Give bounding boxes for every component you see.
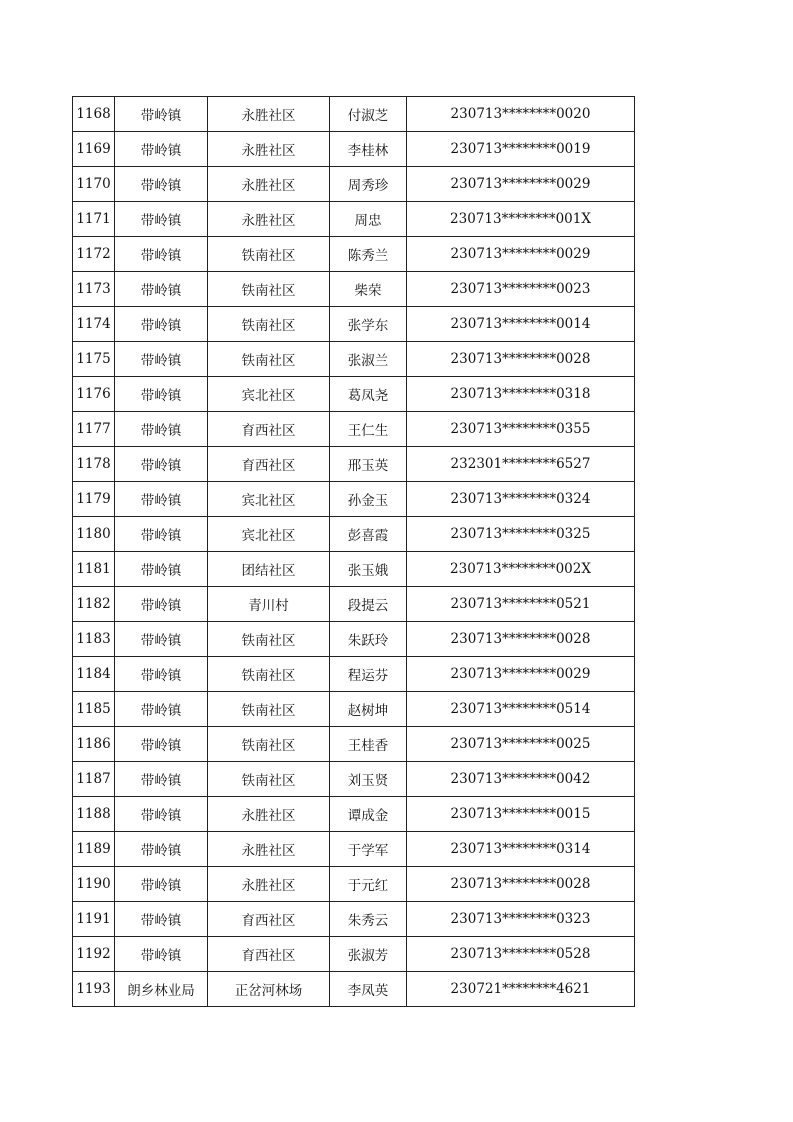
row-number-cell: 1191: [73, 902, 115, 937]
id-number-cell: 230713********0323: [407, 902, 635, 937]
table-row: [73, 692, 635, 727]
name-cell: 周秀珍: [330, 167, 407, 202]
community-cell: 永胜社区: [208, 867, 330, 902]
table-row: [73, 237, 635, 272]
table-row: [73, 307, 635, 342]
community-cell: 青川村: [208, 587, 330, 622]
name-cell: 于元红: [330, 867, 407, 902]
id-number-cell: 230713********0355: [407, 412, 635, 447]
town-cell: 带岭镇: [115, 412, 208, 447]
town-cell: 带岭镇: [115, 272, 208, 307]
name-cell: 葛凤尧: [330, 377, 407, 412]
id-number-cell: 230713********0318: [407, 377, 635, 412]
name-cell: 张学东: [330, 307, 407, 342]
table-row: [73, 902, 635, 937]
row-number-cell: 1187: [73, 762, 115, 797]
name-cell: 李凤英: [330, 972, 407, 1007]
id-number-cell: 230713********0324: [407, 482, 635, 517]
table-row: [73, 762, 635, 797]
name-cell: 王仁生: [330, 412, 407, 447]
name-cell: 李桂林: [330, 132, 407, 167]
row-number-cell: 1177: [73, 412, 115, 447]
town-cell: 带岭镇: [115, 762, 208, 797]
name-cell: 孙金玉: [330, 482, 407, 517]
row-number-cell: 1188: [73, 797, 115, 832]
community-cell: 铁南社区: [208, 237, 330, 272]
town-cell: 带岭镇: [115, 342, 208, 377]
town-cell: 带岭镇: [115, 587, 208, 622]
table-row: [73, 552, 635, 587]
town-cell: 带岭镇: [115, 692, 208, 727]
town-cell: 朗乡林业局: [115, 972, 208, 1007]
row-number-cell: 1193: [73, 972, 115, 1007]
community-cell: 铁南社区: [208, 762, 330, 797]
town-cell: 带岭镇: [115, 377, 208, 412]
id-number-cell: 230713********0023: [407, 272, 635, 307]
community-cell: 宾北社区: [208, 482, 330, 517]
town-cell: 带岭镇: [115, 937, 208, 972]
row-number-cell: 1192: [73, 937, 115, 972]
community-cell: 宾北社区: [208, 517, 330, 552]
id-number-cell: 230713********0025: [407, 727, 635, 762]
community-cell: 团结社区: [208, 552, 330, 587]
id-number-cell: 230721********4621: [407, 972, 635, 1007]
town-cell: 带岭镇: [115, 552, 208, 587]
id-number-cell: 230713********0029: [407, 237, 635, 272]
row-number-cell: 1184: [73, 657, 115, 692]
community-cell: 永胜社区: [208, 167, 330, 202]
town-cell: 带岭镇: [115, 622, 208, 657]
town-cell: 带岭镇: [115, 797, 208, 832]
table-row: [73, 167, 635, 202]
town-cell: 带岭镇: [115, 902, 208, 937]
name-cell: 张玉娥: [330, 552, 407, 587]
id-number-cell: 232301********6527: [407, 447, 635, 482]
town-cell: 带岭镇: [115, 167, 208, 202]
row-number-cell: 1173: [73, 272, 115, 307]
town-cell: 带岭镇: [115, 832, 208, 867]
table-row: [73, 972, 635, 1007]
row-number-cell: 1170: [73, 167, 115, 202]
row-number-cell: 1168: [73, 97, 115, 132]
table-row: [73, 342, 635, 377]
row-number-cell: 1179: [73, 482, 115, 517]
row-number-cell: 1183: [73, 622, 115, 657]
community-cell: 铁南社区: [208, 692, 330, 727]
table-row: [73, 832, 635, 867]
name-cell: 程运芬: [330, 657, 407, 692]
table-row: [73, 97, 635, 132]
town-cell: 带岭镇: [115, 517, 208, 552]
id-number-cell: 230713********0029: [407, 167, 635, 202]
row-number-cell: 1189: [73, 832, 115, 867]
community-cell: 永胜社区: [208, 202, 330, 237]
table-row: [73, 587, 635, 622]
id-number-cell: 230713********0019: [407, 132, 635, 167]
community-cell: 铁南社区: [208, 272, 330, 307]
row-number-cell: 1175: [73, 342, 115, 377]
community-cell: 育西社区: [208, 937, 330, 972]
id-number-cell: 230713********0015: [407, 797, 635, 832]
table-row: [73, 412, 635, 447]
row-number-cell: 1182: [73, 587, 115, 622]
roster-table: [72, 96, 635, 1007]
table-row: [73, 272, 635, 307]
id-number-cell: 230713********0028: [407, 622, 635, 657]
name-cell: 邢玉英: [330, 447, 407, 482]
table-row: [73, 797, 635, 832]
town-cell: 带岭镇: [115, 97, 208, 132]
id-number-cell: 230713********0325: [407, 517, 635, 552]
roster-table-body: [73, 97, 635, 1007]
community-cell: 育西社区: [208, 447, 330, 482]
town-cell: 带岭镇: [115, 657, 208, 692]
name-cell: 彭喜霞: [330, 517, 407, 552]
name-cell: 朱秀云: [330, 902, 407, 937]
table-row: [73, 727, 635, 762]
id-number-cell: 230713********0528: [407, 937, 635, 972]
row-number-cell: 1186: [73, 727, 115, 762]
community-cell: 永胜社区: [208, 132, 330, 167]
row-number-cell: 1178: [73, 447, 115, 482]
name-cell: 谭成金: [330, 797, 407, 832]
id-number-cell: 230713********0028: [407, 867, 635, 902]
id-number-cell: 230713********001X: [407, 202, 635, 237]
name-cell: 周忠: [330, 202, 407, 237]
id-number-cell: 230713********0029: [407, 657, 635, 692]
community-cell: 铁南社区: [208, 342, 330, 377]
name-cell: 陈秀兰: [330, 237, 407, 272]
name-cell: 朱跃玲: [330, 622, 407, 657]
name-cell: 王桂香: [330, 727, 407, 762]
community-cell: 育西社区: [208, 412, 330, 447]
name-cell: 赵树坤: [330, 692, 407, 727]
town-cell: 带岭镇: [115, 237, 208, 272]
community-cell: 铁南社区: [208, 622, 330, 657]
table-row: [73, 482, 635, 517]
community-cell: 永胜社区: [208, 97, 330, 132]
row-number-cell: 1176: [73, 377, 115, 412]
town-cell: 带岭镇: [115, 727, 208, 762]
id-number-cell: 230713********0314: [407, 832, 635, 867]
row-number-cell: 1172: [73, 237, 115, 272]
table-row: [73, 622, 635, 657]
community-cell: 育西社区: [208, 902, 330, 937]
table-row: [73, 867, 635, 902]
town-cell: 带岭镇: [115, 867, 208, 902]
name-cell: 段提云: [330, 587, 407, 622]
row-number-cell: 1174: [73, 307, 115, 342]
row-number-cell: 1181: [73, 552, 115, 587]
table-row: [73, 447, 635, 482]
name-cell: 刘玉贤: [330, 762, 407, 797]
id-number-cell: 230713********0042: [407, 762, 635, 797]
town-cell: 带岭镇: [115, 132, 208, 167]
id-number-cell: 230713********0028: [407, 342, 635, 377]
row-number-cell: 1169: [73, 132, 115, 167]
table-row: [73, 202, 635, 237]
town-cell: 带岭镇: [115, 447, 208, 482]
row-number-cell: 1180: [73, 517, 115, 552]
name-cell: 付淑芝: [330, 97, 407, 132]
town-cell: 带岭镇: [115, 482, 208, 517]
town-cell: 带岭镇: [115, 307, 208, 342]
community-cell: 宾北社区: [208, 377, 330, 412]
name-cell: 张淑芳: [330, 937, 407, 972]
community-cell: 永胜社区: [208, 797, 330, 832]
community-cell: 铁南社区: [208, 727, 330, 762]
row-number-cell: 1171: [73, 202, 115, 237]
name-cell: 张淑兰: [330, 342, 407, 377]
row-number-cell: 1190: [73, 867, 115, 902]
community-cell: 正岔河林场: [208, 972, 330, 1007]
id-number-cell: 230713********0514: [407, 692, 635, 727]
table-row: [73, 132, 635, 167]
id-number-cell: 230713********002X: [407, 552, 635, 587]
table-row: [73, 377, 635, 412]
table-row: [73, 517, 635, 552]
name-cell: 柴荣: [330, 272, 407, 307]
row-number-cell: 1185: [73, 692, 115, 727]
id-number-cell: 230713********0014: [407, 307, 635, 342]
name-cell: 于学军: [330, 832, 407, 867]
community-cell: 永胜社区: [208, 832, 330, 867]
id-number-cell: 230713********0020: [407, 97, 635, 132]
town-cell: 带岭镇: [115, 202, 208, 237]
community-cell: 铁南社区: [208, 307, 330, 342]
community-cell: 铁南社区: [208, 657, 330, 692]
id-number-cell: 230713********0521: [407, 587, 635, 622]
table-row: [73, 937, 635, 972]
table-row: [73, 657, 635, 692]
